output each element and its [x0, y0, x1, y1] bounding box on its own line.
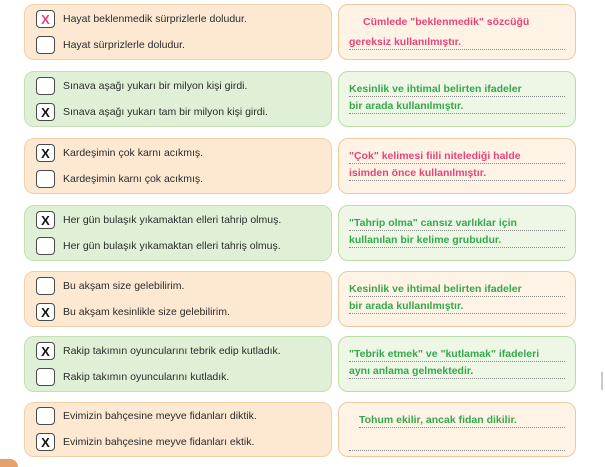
explanation-line-1: "Tebrik etmek" ve "kutlamak" ifadeleri — [349, 347, 565, 362]
explanation-line-1: Kesinlik ve ihtimal belirten ifadeler — [349, 82, 565, 97]
explanation-line-1: "Tahrip olma" cansız varlıklar için — [349, 216, 565, 231]
scrollbar-thumb[interactable] — [601, 372, 603, 390]
option-2 — [36, 367, 332, 387]
explanation-line-1: Tohum ekilir, ancak fidan dikilir. — [359, 413, 565, 428]
exercise-row-7 — [24, 402, 576, 457]
exercise-row-5 — [24, 271, 576, 327]
option-text: Kardeşimin karnı çok acıkmış. — [63, 173, 204, 185]
checkbox[interactable] — [36, 368, 55, 386]
checkbox[interactable]: X — [36, 342, 55, 360]
checkbox[interactable] — [36, 77, 55, 95]
checkbox[interactable] — [36, 170, 55, 188]
explanation-box — [338, 205, 576, 261]
sentence-options — [24, 336, 332, 392]
exercise-row-6 — [24, 336, 576, 392]
explanation-line-2: aynı anlama gelmektedir. — [349, 364, 565, 379]
explanation-box — [338, 402, 576, 457]
page-edge-tab — [0, 459, 18, 467]
option-text: Sınava aşağı yukarı tam bir milyon kişi girdi. — [63, 106, 268, 118]
checkbox[interactable]: X — [36, 144, 55, 162]
option-text: Rakip takımın oyuncularını tebrik edip kutladık. — [63, 345, 281, 357]
sentence-options — [24, 71, 332, 127]
exercise-row-4 — [24, 205, 576, 261]
checkbox[interactable]: X — [36, 103, 55, 121]
option-text: Kardeşimin çok karnı acıkmış. — [63, 147, 204, 159]
explanation-line-2: bir arada kullanılmıştır. — [349, 299, 565, 314]
sentence-options — [24, 205, 332, 261]
checkbox[interactable] — [36, 36, 55, 54]
option-1 — [36, 210, 332, 230]
option-1 — [36, 406, 332, 426]
option-text: Hayat sürprizlerle doludur. — [63, 39, 185, 51]
option-2 — [36, 302, 332, 322]
explanation-line-2: gereksiz kullanılmıştır. — [349, 35, 565, 50]
exercise-row-3 — [24, 138, 576, 194]
explanation-box — [338, 4, 576, 60]
explanation-line-2: isimden önce kullanılmıştır. — [349, 166, 565, 181]
option-text: Bu akşam kesinlikle size gelebilirim. — [63, 306, 230, 318]
option-1 — [36, 276, 332, 296]
checkbox[interactable]: X — [36, 303, 55, 321]
explanation-line-1: Kesinlik ve ihtimal belirten ifadeler — [349, 282, 565, 297]
option-text: Evimizin bahçesine meyve fidanları diktik. — [63, 410, 257, 422]
checkbox[interactable]: X — [36, 211, 55, 229]
explanation-box — [338, 271, 576, 327]
checkbox[interactable] — [36, 277, 55, 295]
sentence-options — [24, 138, 332, 194]
sentence-options — [24, 402, 332, 457]
option-text: Her gün bulaşık yıkamaktan elleri tahrip olmuş. — [63, 214, 282, 226]
option-1 — [36, 9, 332, 29]
exercise-row-1 — [24, 4, 576, 60]
explanation-line-2: bir arada kullanılmıştır. — [349, 99, 565, 114]
explanation-box — [338, 71, 576, 127]
option-1 — [36, 143, 332, 163]
explanation-line-1: Cümlede "beklenmedik" sözcüğü — [363, 16, 530, 28]
blank-answer-line — [349, 436, 565, 451]
checkbox[interactable]: X — [36, 433, 55, 451]
option-text: Rakip takımın oyuncularını kutladık. — [63, 371, 230, 383]
explanation-box — [338, 138, 576, 194]
option-1 — [36, 341, 332, 361]
option-text: Bu akşam size gelebilirim. — [63, 280, 185, 292]
option-text: Her gün bulaşık yıkamaktan elleri tahriş olmuş. — [63, 240, 281, 252]
option-1 — [36, 76, 332, 96]
option-text: Sınava aşağı yukarı bir milyon kişi girdi. — [63, 80, 248, 92]
checkbox[interactable] — [36, 237, 55, 255]
option-text: Hayat beklenmedik sürprizlerle doludur. — [63, 13, 247, 25]
explanation-line-2: kullanılan bir kelime grubudur. — [349, 233, 565, 248]
option-2 — [36, 169, 332, 189]
option-2 — [36, 35, 332, 55]
exercise-row-2 — [24, 71, 576, 127]
option-2 — [36, 432, 332, 452]
checkbox[interactable] — [36, 407, 55, 425]
sentence-options — [24, 271, 332, 327]
explanation-line-1: "Çok" kelimesi fiili nitelediği halde — [349, 149, 565, 164]
option-2 — [36, 236, 332, 256]
checkbox[interactable]: X — [36, 10, 55, 28]
option-text: Evimizin bahçesine meyve fidanları ektik. — [63, 436, 255, 448]
option-2 — [36, 102, 332, 122]
explanation-box — [338, 336, 576, 392]
sentence-options — [24, 4, 332, 60]
